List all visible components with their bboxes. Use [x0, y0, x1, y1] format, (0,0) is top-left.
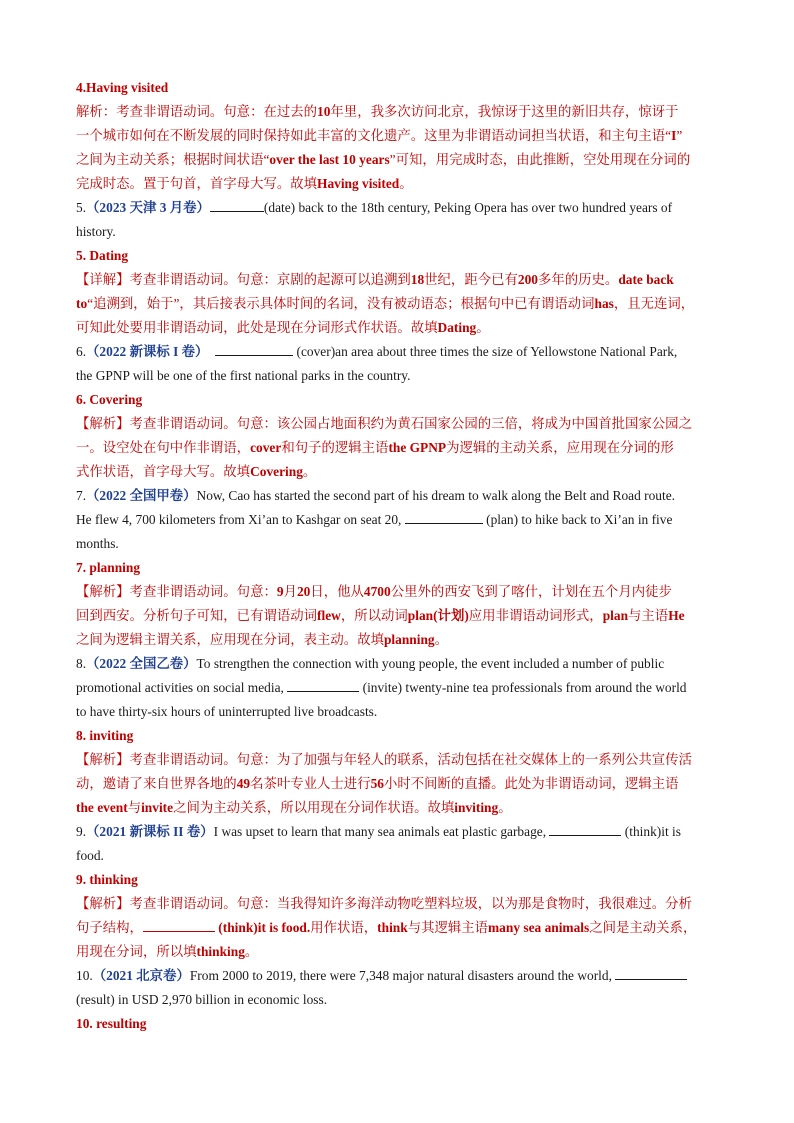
document-page: 4.Having visited 解析：考查非谓语动词。句意：在过去的10年里，我多次访问北京，我惊讶于这里的新旧共存，惊讶于 一个城市如何在不断发展的同时保持如此丰富的文化遗产。这里为非谓语动词担当状语，和主句主语“I” 之间为主动关系；根据时间状语“over the last 10 years”可知，用完成时态，由此推断，空处用现在分词的 完成时态。置于句首，首字母大写。故填Having visited。 5.（2023 天津 3 月卷） (date) back to the 18th century, Peking Opera has over two hundred years of history. 5. Dating 【详解】考查非谓语动词。句意：京剧的起源可以追溯到18世纪，距今已有200多年的历史。date back to“追溯到，始于”，其后接表示具体时间的名词，没有被动语态；根据句中已有谓语动词has，且无连词， 可知此处要用非谓语动词，此处是现在分词形式作状语。故填Dating。 6.（2022 新课标 I 卷） (cover)an area about three times the size of Yellowstone National Park, the GPNP will be one of the first national parks in the country. 6. Covering 【解析】考查非谓语动词。句意：该公园占地面积约为黄石国家公园的三倍，将成为中国首批国家公园之 一。设空处在句中作非谓语，cover和句子的逻辑主语the GPNP为逻辑的主动关系，应用现在分词的形 式作状语，首字母大写。故填Covering。 7.（2022 全国甲卷）Now, Cao has started the second part of his dream to walk along the Belt and Road route. He flew 4, 700 kilometers from Xi’an to Kashgar on seat 20, (plan) to hike back to Xi’an in five months. 7. planning 【解析】考查非谓语动词。句意：9月20日，他从4700公里外的西安飞到了喀什，计划在五个月内徒步 回到西安。分析句子可知，已有谓语动词flew，所以动词plan(计划)应用非谓语动词形式，plan与主语He 之间为逻辑主谓关系，应用现在分词，表主动。故填planning。 8.（2022 全国乙卷）To strengthen the connection with young people, the event included a number of public promotional activities on social media, (invite) twenty-nine tea professionals from around the world to have thirty-six hours of uninterrupted live broadcasts. 8. inviting 【解析】考查非谓语动词。句意：为了加强与年轻人的联系，活动包括在社交媒体上的一系列公共宣传活 动，邀请了来自世界各地的49名茶叶专业人士进行56小时不间断的直播。此处为非谓语动词，逻辑主语 the event与invite之间为主动关系，所以用现在分词作状语。故填inviting。 9.（2021 新课标 II 卷）I was upset to learn that many sea animals eat plastic garbage, (think)it is food. 9. thinking 【解析】考查非谓语动词。句意：当我得知许多海洋动物吃塑料垃圾，以为那是食物时，我很难过。分析 句子结构， (think)it is food.用作状语，think与其逻辑主语many sea animals之间是主动关系， 用现在分词，所以填thinking。 10.（2021 北京卷）From 2000 to 2019, there were 7,348 major natural disasters around the world, (result) in USD 2,970 billion in economic loss. 10. resulting [76, 76, 718, 1036]
emphasis: 10 [317, 104, 331, 119]
explanation-line: 句子结构， (think)it is food.用作状语，think与其逻辑主语many sea animals之间是主动关系， [76, 916, 718, 940]
emphasis: many sea animals [488, 920, 590, 935]
emphasis: plan(计划) [407, 608, 469, 623]
explanation-6 [76, 412, 718, 484]
emphasis: 56 [370, 776, 384, 791]
explanation-line: 之间为逻辑主谓关系，应用现在分词，表主动。故填planning。 [76, 632, 448, 647]
blank-8[interactable] [287, 677, 359, 692]
explanation-line: 可知此处要用非谓语动词，此处是现在分词形式作状语。故填Dating。 [76, 320, 490, 335]
emphasis: 20 [296, 584, 311, 599]
explanation-line: 【解析】考查非谓语动词。句意：为了加强与年轻人的联系，活动包括在社交媒体上的一系列公共宣传活 [76, 752, 692, 767]
emphasis: (think)it is food. [214, 920, 311, 935]
answer-6: 6. Covering [76, 392, 143, 407]
emphasis: inviting [454, 800, 499, 815]
answer-7: 7. planning [76, 560, 141, 575]
explanation-line: 之间为主动关系；根据时间状语“over the last 10 years”可知，用完成时态，由此推断，空处用现在分词的 [76, 152, 691, 167]
emphasis: Covering [250, 464, 303, 479]
emphasis: Dating [437, 320, 477, 335]
emphasis: 9 [276, 584, 284, 599]
source-8: （2022 全国乙卷） [86, 656, 197, 671]
explanation-line: 回到西安。分析句子可知，已有谓语动词flew，所以动词plan(计划)应用非谓语动词形式，plan与主语He [76, 608, 685, 623]
emphasis: to [76, 296, 88, 311]
source-6: （2022 新课标 I 卷） [86, 344, 209, 359]
question-10: 10.（2021 北京卷）From 2000 to 2019, there were 7,348 major natural disasters around the world, [76, 964, 718, 988]
answer-8: 8. inviting [76, 728, 134, 743]
emphasis: the GPNP [388, 440, 447, 455]
question-6: 6.（2022 新课标 I 卷） (cover)an area about three times the size of Yellowstone National Park, [76, 340, 718, 364]
explanation-line: 完成时态。置于句首，首字母大写。故填Having visited。 [76, 176, 413, 191]
emphasis: flew [317, 608, 341, 623]
emphasis: has [594, 296, 614, 311]
emphasis: the event [76, 800, 128, 815]
question-9: 9.（2021 新课标 II 卷）I was upset to learn that many sea animals eat plastic garbage, (think)it is [76, 820, 718, 844]
explanation-line: 动，邀请了来自世界各地的49名茶叶专业人士进行56小时不间断的直播。此处为非谓语动词，逻辑主语 [76, 776, 679, 791]
blank-6[interactable] [215, 341, 293, 356]
emphasis: I [671, 128, 677, 143]
blank-7[interactable] [405, 509, 483, 524]
source-5: （2023 天津 3 月卷） [86, 200, 210, 215]
answer-9: 9. thinking [76, 872, 138, 887]
explanation-line: 用现在分词，所以填thinking。 [76, 944, 259, 959]
question-8: 8.（2022 全国乙卷）To strengthen the connection with young people, the event included a number of public [76, 656, 665, 671]
emphasis: think [377, 920, 408, 935]
explanation-line: 一。设空处在句中作非谓语，cover和句子的逻辑主语the GPNP为逻辑的主动关系，应用现在分词的形 [76, 440, 674, 455]
explanation-line: 【解析】考查非谓语动词。句意：当我得知许多海洋动物吃塑料垃圾，以为那是食物时，我很难过。分析 [76, 896, 692, 911]
explanation-line: to“追溯到，始于”，其后接表示具体时间的名词，没有被动语态；根据句中已有谓语动词has，且无连词， [76, 296, 695, 311]
question-7: 7.（2022 全国甲卷）Now, Cao has started the second part of his dream to walk along the Belt and Road route. [76, 488, 675, 503]
explanation-line: 【详解】考查非谓语动词。句意：京剧的起源可以追溯到18世纪，距今已有200多年的历史。date back [76, 272, 674, 287]
question-5: 5.（2023 天津 3 月卷） (date) back to the 18th century, Peking Opera has over two hundred years of [76, 196, 718, 220]
explanation-8 [76, 748, 718, 820]
emphasis: 49 [236, 776, 251, 791]
emphasis: 4700 [363, 584, 391, 599]
emphasis: 18 [410, 272, 425, 287]
emphasis: over the last 10 years [269, 152, 390, 167]
emphasis: invite [141, 800, 174, 815]
emphasis: plan [602, 608, 629, 623]
answer-10: 10. resulting [76, 1016, 147, 1031]
emphasis: planning [383, 632, 435, 647]
inline-blank [143, 917, 215, 932]
explanation-4 [76, 100, 718, 196]
blank-9[interactable] [549, 821, 621, 836]
source-9: （2021 新课标 II 卷） [86, 824, 214, 839]
source-10: （2021 北京卷） [92, 968, 190, 983]
emphasis: He [668, 608, 685, 623]
explanation-line: 【解析】考查非谓语动词。句意：该公园占地面积约为黄石国家公园的三倍，将成为中国首批国家公园之 [76, 416, 692, 431]
explanation-line: 【解析】考查非谓语动词。句意：9月20日，他从4700公里外的西安飞到了喀什，计划在五个月内徒步 [76, 584, 672, 599]
blank-10[interactable] [615, 965, 687, 980]
explanation-9 [76, 892, 718, 964]
emphasis: cover [250, 440, 282, 455]
explanation-line: 解析：考查非谓语动词。句意：在过去的10年里，我多次访问北京，我惊讶于这里的新旧共存，惊讶于 [76, 104, 679, 119]
answer-5: 5. Dating [76, 248, 129, 263]
emphasis: Having visited [317, 176, 400, 191]
blank-5[interactable] [210, 197, 264, 212]
emphasis: 200 [517, 272, 538, 287]
source-7: （2022 全国甲卷） [86, 488, 197, 503]
explanation-line: 式作状语，首字母大写。故填Covering。 [76, 464, 317, 479]
emphasis: thinking [196, 944, 245, 959]
explanation-line: the event与invite之间为主动关系，所以用现在分词作状语。故填inviting。 [76, 800, 512, 815]
emphasis: date back [618, 272, 674, 287]
explanation-5 [76, 268, 718, 340]
answer-4: 4.Having visited [76, 80, 169, 95]
explanation-line: 一个城市如何在不断发展的同时保持如此丰富的文化遗产。这里为非谓语动词担当状语，和主句主语“I” [76, 128, 683, 143]
explanation-7 [76, 580, 718, 652]
